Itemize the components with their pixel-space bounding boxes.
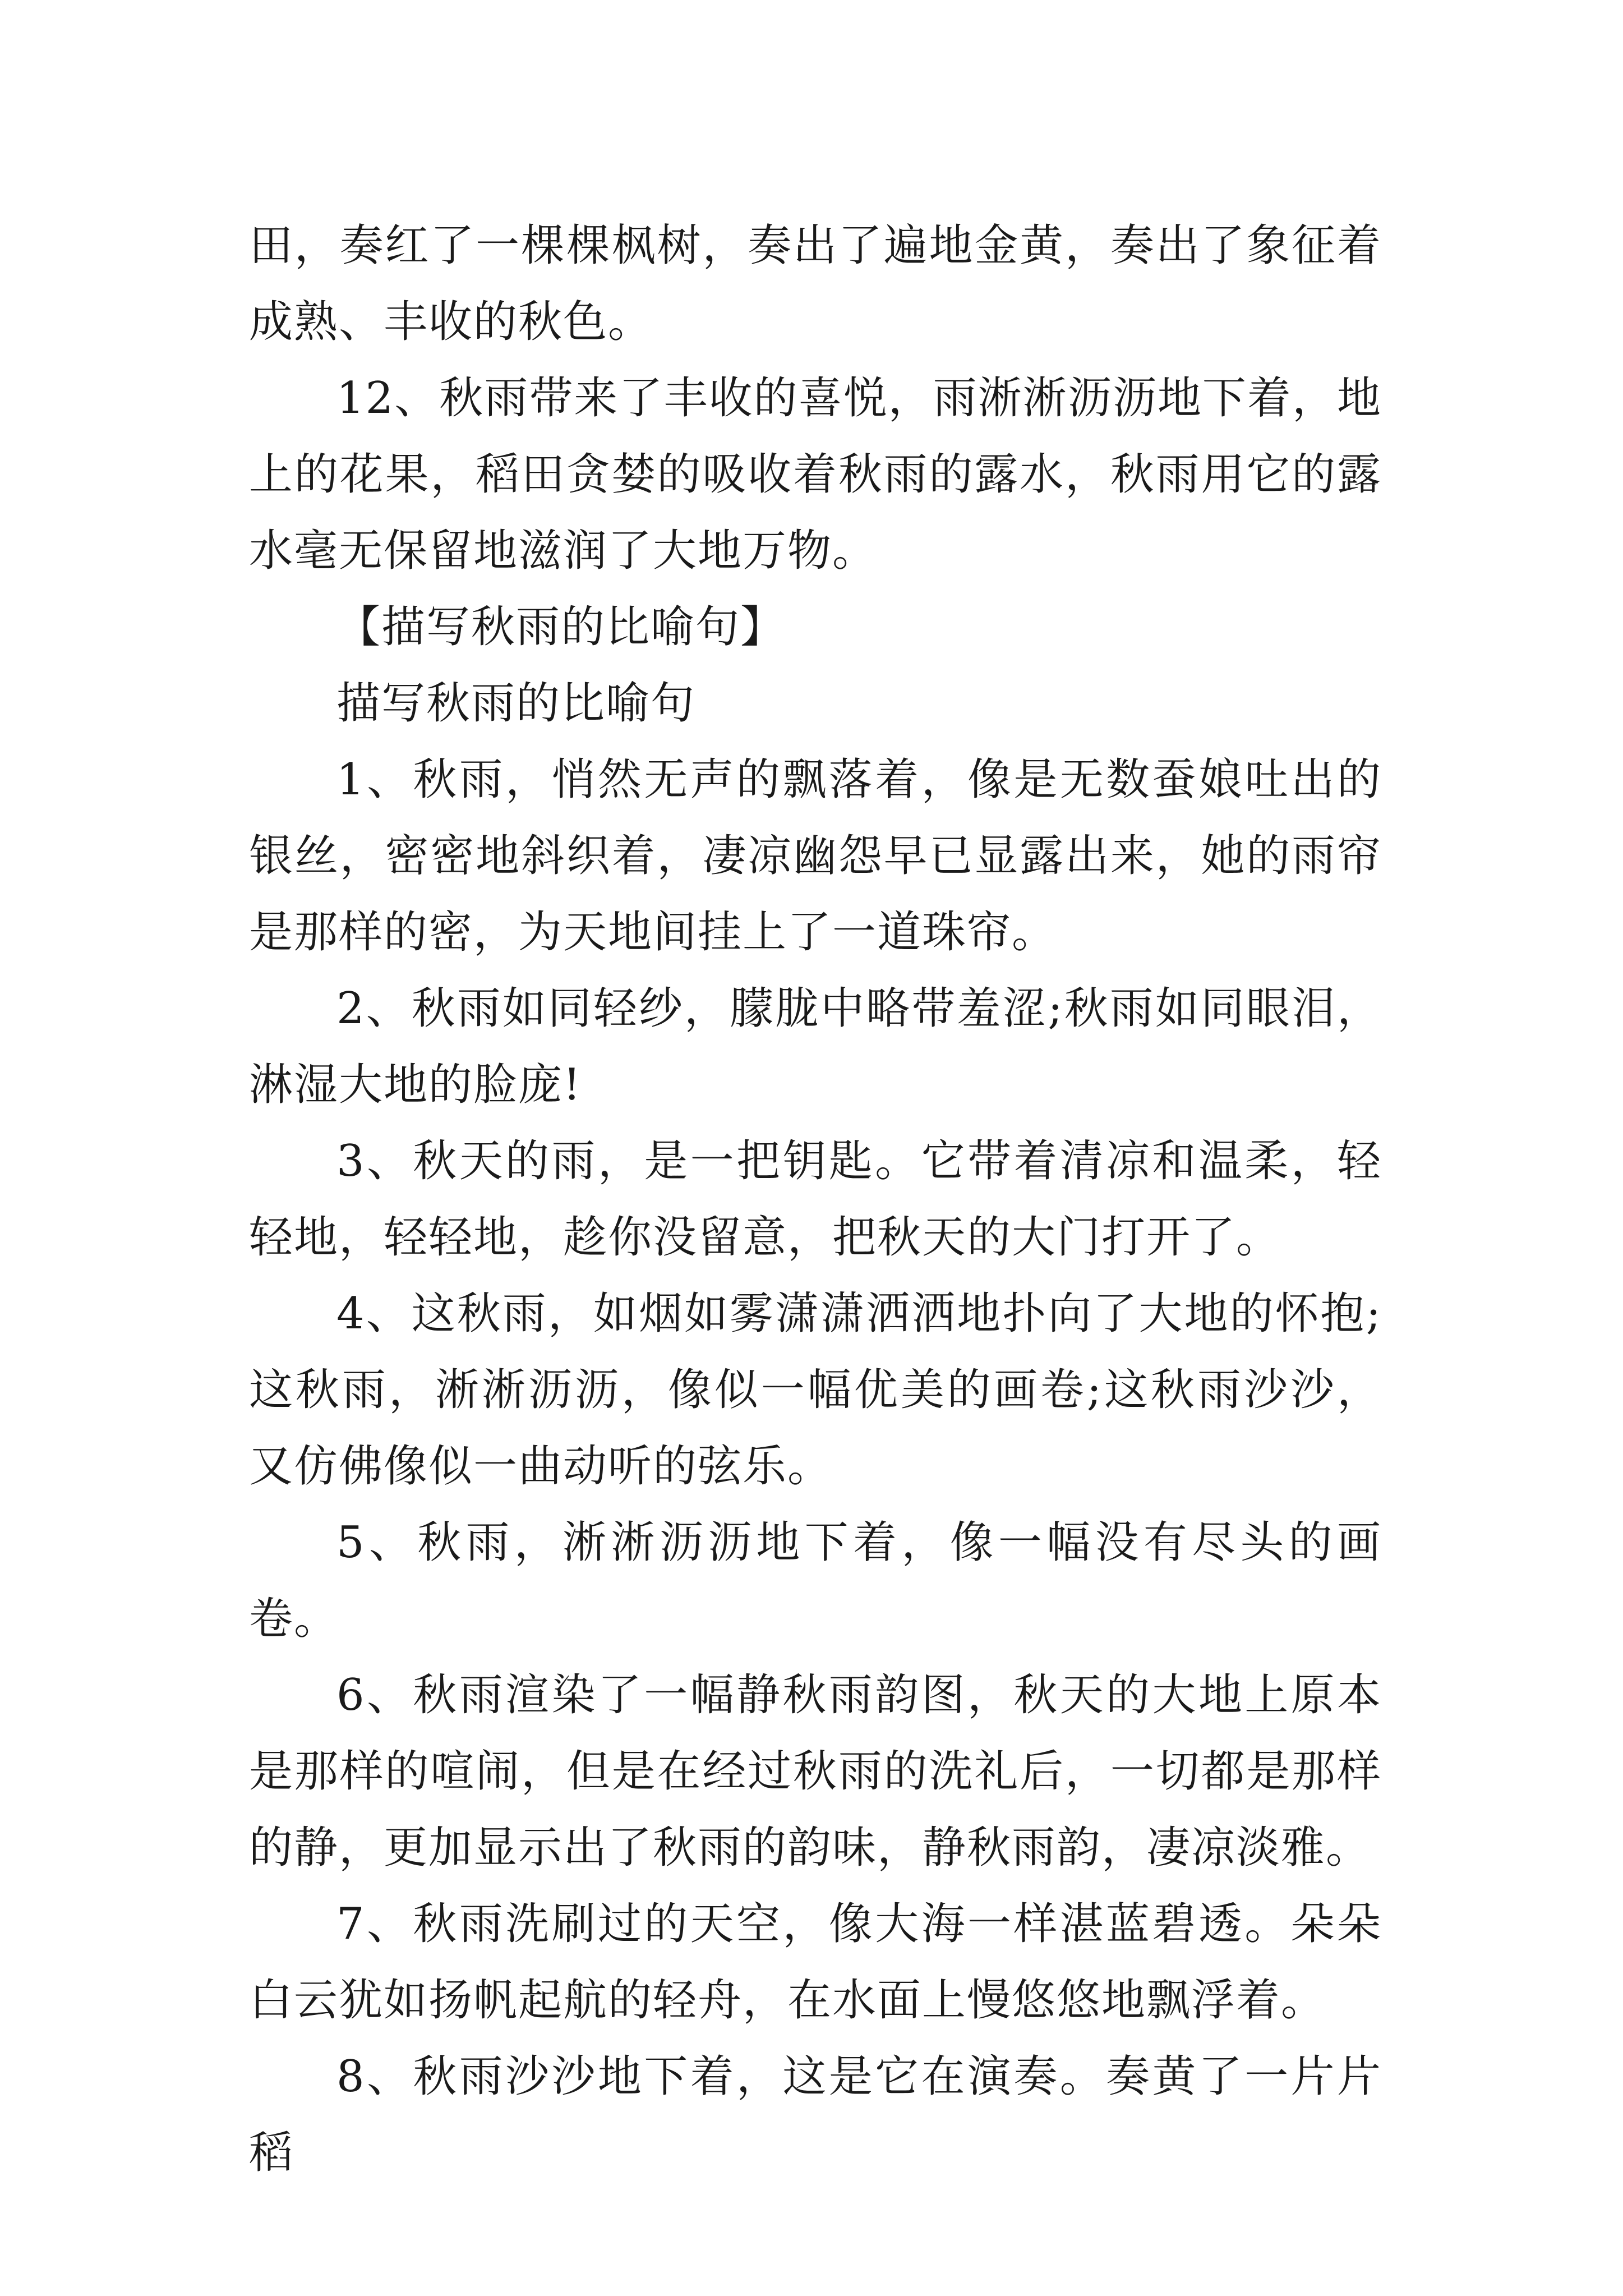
paragraph-item-7: 7、秋雨洗刷过的天空，像大海一样湛蓝碧透。朵朵白云犹如扬帆起航的轻舟，在水面上慢悠悠地飘浮着。 bbox=[249, 1899, 1382, 2026]
paragraph-item-3: 3、秋天的雨，是一把钥匙。它带着清凉和温柔，轻轻地，轻轻地，趁你没留意，把秋天的大门打开了。 bbox=[249, 1136, 1382, 1263]
paragraph-item-8: 8、秋雨沙沙地下着，这是它在演奏。奏黄了一片片稻 bbox=[249, 2051, 1382, 2178]
section-heading-bracketed: 【描写秋雨的比喻句】 bbox=[336, 602, 786, 652]
paragraph-item-12: 12、秋雨带来了丰收的喜悦，雨淅淅沥沥地下着，地上的花果，稻田贪婪的吸收着秋雨的露水，秋雨用它的露水毫无保留地滋润了大地万物。 bbox=[249, 373, 1382, 576]
section-heading: 描写秋雨的比喻句 bbox=[336, 678, 696, 729]
paragraph-continuation: 田，奏红了一棵棵枫树，奏出了遍地金黄，奏出了象征着成熟、丰收的秋色。 bbox=[249, 220, 1382, 347]
paragraph-item-1: 1、秋雨，悄然无声的飘落着，像是无数蚕娘吐出的银丝，密密地斜织着，凄凉幽怨早已显露出来，她的雨帘是那样的密，为天地间挂上了一道珠帘。 bbox=[249, 754, 1382, 958]
paragraph-item-2: 2、秋雨如同轻纱，朦胧中略带羞涩;秋雨如同眼泪，淋湿大地的脸庞! bbox=[249, 983, 1382, 1110]
paragraph-item-5: 5、秋雨，淅淅沥沥地下着，像一幅没有尽头的画卷。 bbox=[249, 1517, 1382, 1644]
paragraph-item-4: 4、这秋雨，如烟如雾潇潇洒洒地扑向了大地的怀抱;这秋雨，淅淅沥沥，像似一幅优美的画卷;这秋雨沙沙，又仿佛像似一曲动听的弦乐。 bbox=[249, 1289, 1382, 1492]
document-body bbox=[249, 208, 1382, 2191]
paragraph-item-6: 6、秋雨渲染了一幅静秋雨韵图，秋天的大地上原本是那样的喧闹，但是在经过秋雨的洗礼后，一切都是那样的静，更加显示出了秋雨的韵味，静秋雨韵，凄凉淡雅。 bbox=[249, 1670, 1382, 1873]
